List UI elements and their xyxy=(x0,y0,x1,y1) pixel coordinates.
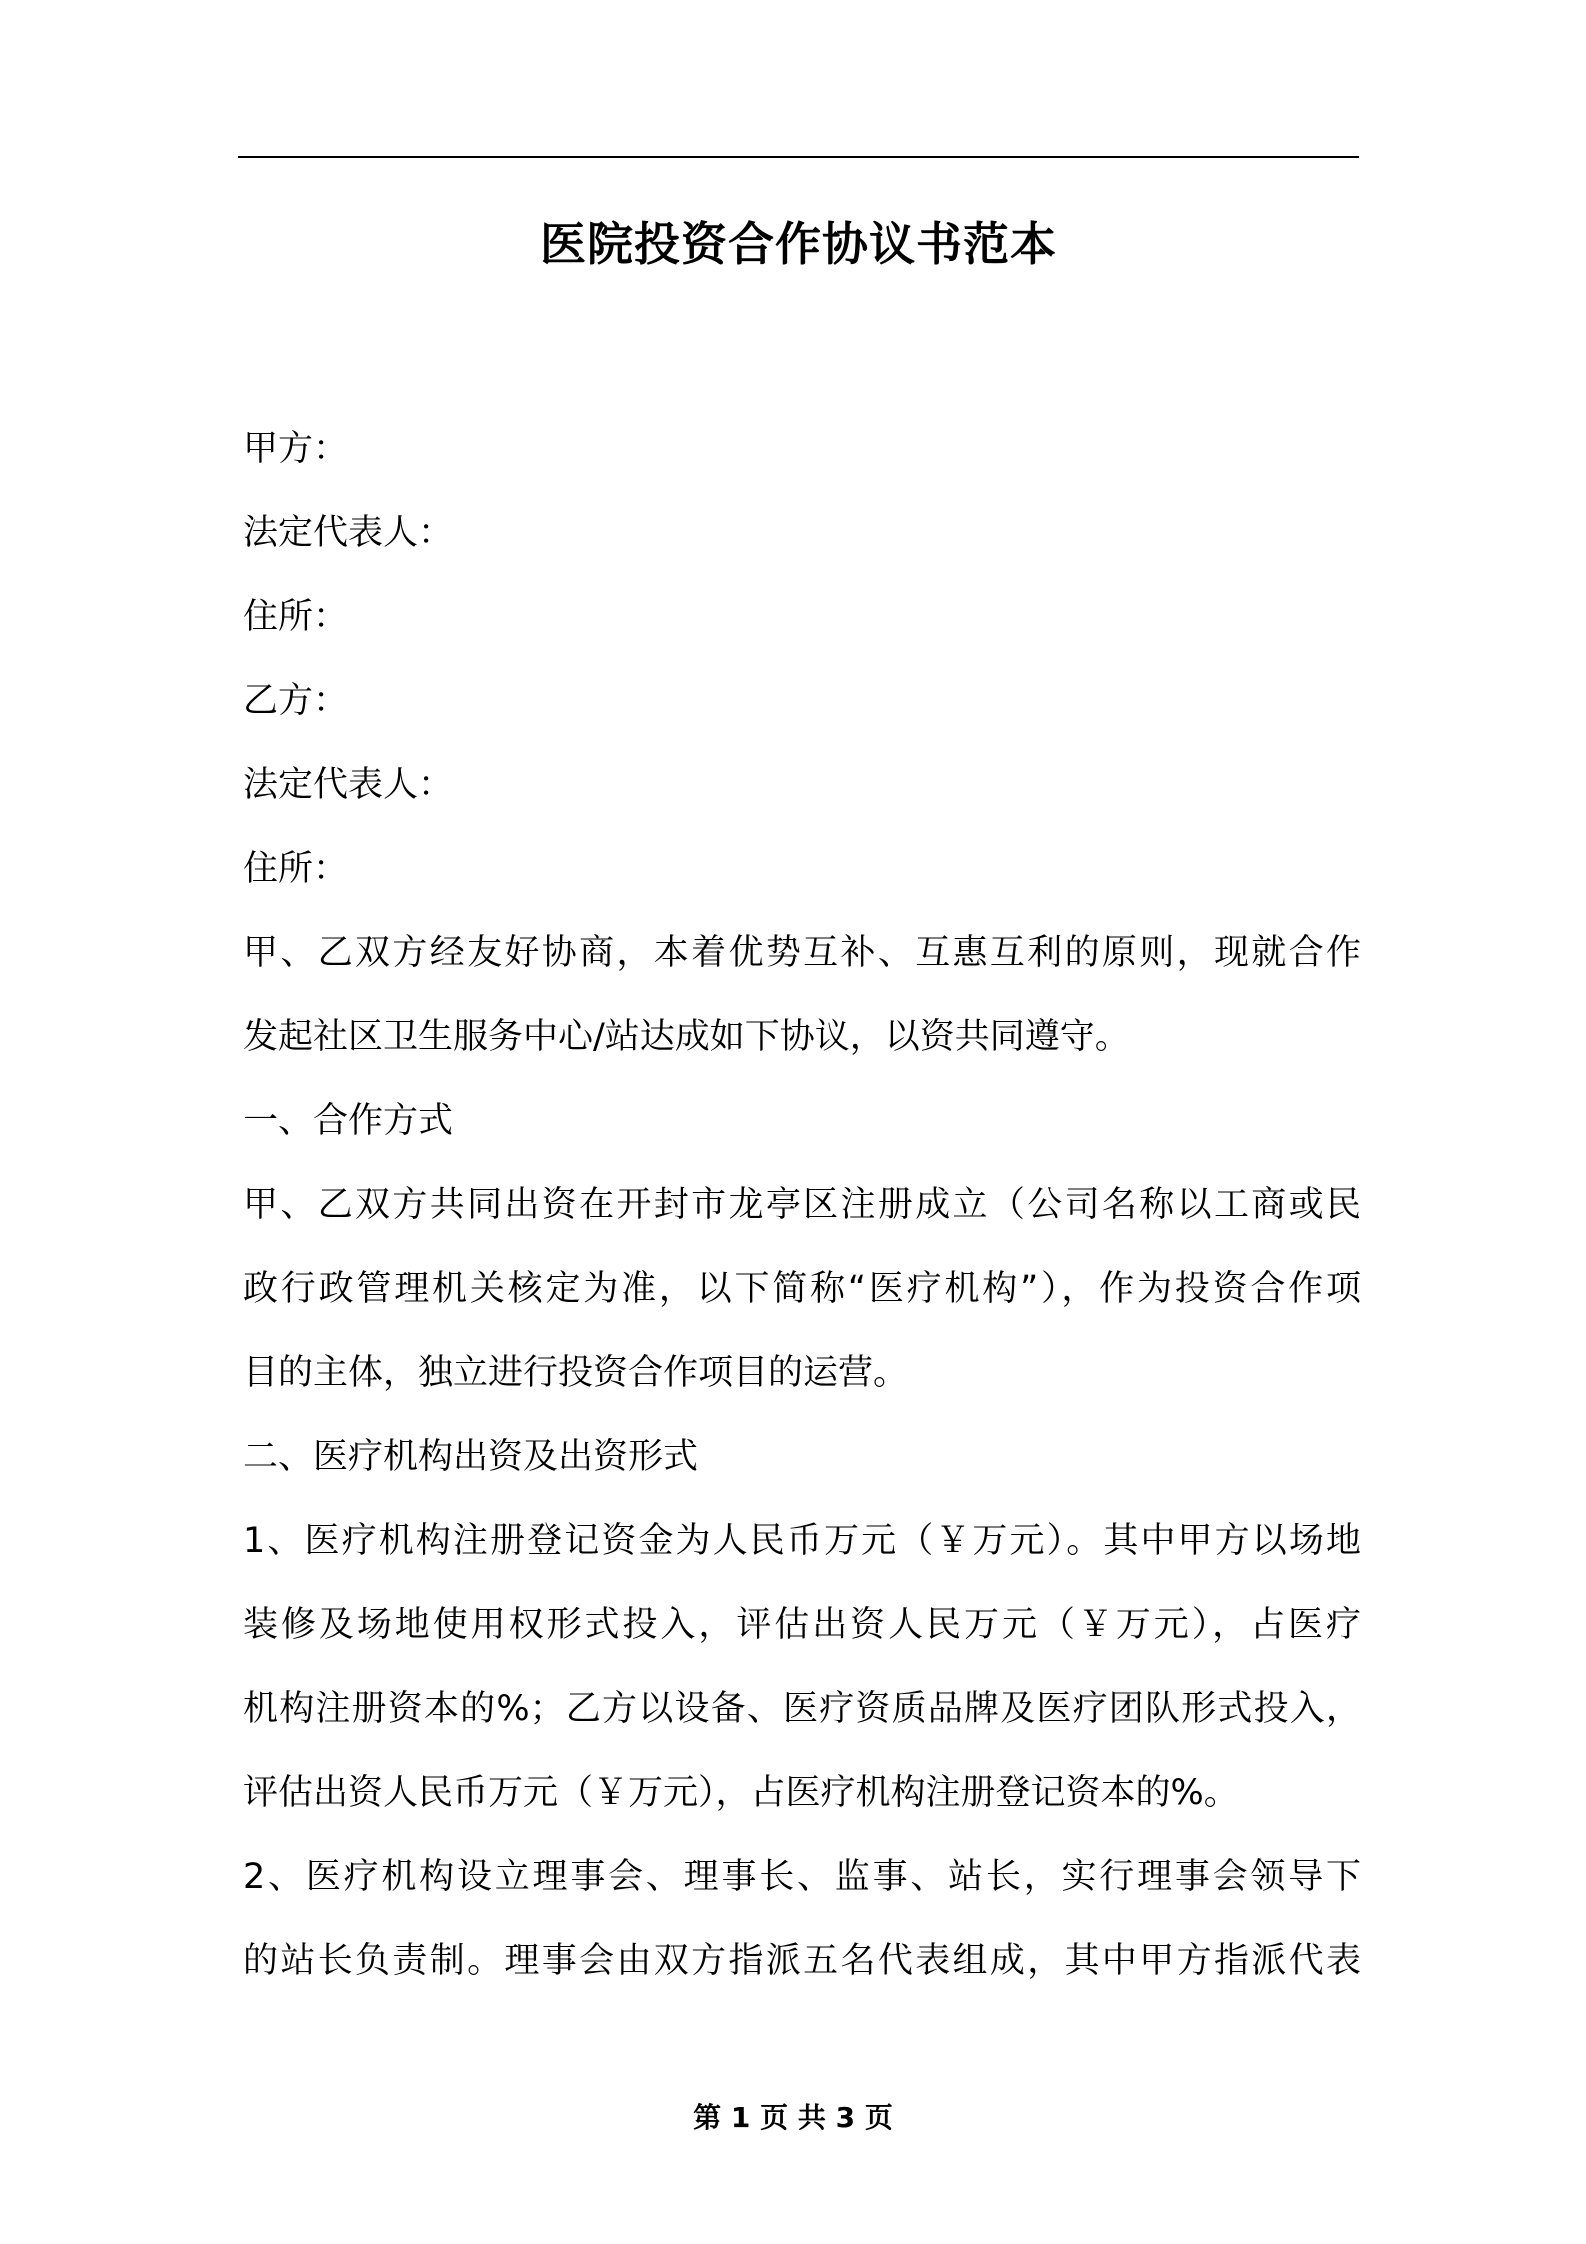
body-line: 法定代表人： xyxy=(243,513,454,553)
body-line: 装修及场地使用权形式投入，评估出资人民万元（￥万元），占医疗 xyxy=(243,1605,1361,1645)
page-footer: 第 1 页 共 3 页 xyxy=(693,2101,893,2134)
document-title: 医院投资合作协议书范本 xyxy=(540,217,1057,271)
header-rule xyxy=(238,156,1359,158)
body-line: 机构注册资本的%；乙方以设备、医疗资质品牌及医疗团队形式投入， xyxy=(243,1689,1361,1729)
body-line: 甲、乙双方经友好协商，本着优势互补、互惠互利的原则，现就合作 xyxy=(243,933,1361,973)
body-line: 目的主体，独立进行投资合作项目的运营。 xyxy=(243,1353,909,1393)
body-line: 住所： xyxy=(243,849,349,889)
body-line: 1、医疗机构注册登记资金为人民币万元（￥万元）。其中甲方以场地 xyxy=(243,1521,1361,1561)
body-line: 二、医疗机构出资及出资形式 xyxy=(243,1437,699,1477)
body-line: 甲、乙双方共同出资在开封市龙亭区注册成立（公司名称以工商或民 xyxy=(243,1185,1361,1225)
body-line: 评估出资人民币万元（￥万元），占医疗机构注册登记资本的%。 xyxy=(243,1773,1239,1813)
document-body xyxy=(243,407,1361,2003)
body-line: 的站长负责制。理事会由双方指派五名代表组成，其中甲方指派代表 xyxy=(243,1941,1361,1981)
body-line: 发起社区卫生服务中心/站达成如下协议，以资共同遵守。 xyxy=(243,1017,1130,1057)
body-line: 住所： xyxy=(243,597,349,637)
body-line: 甲方： xyxy=(243,429,349,469)
body-line: 政行政管理机关核定为准，以下简称“医疗机构”），作为投资合作项 xyxy=(243,1269,1361,1309)
body-line: 法定代表人： xyxy=(243,765,454,805)
body-line: 2、医疗机构设立理事会、理事长、监事、站长，实行理事会领导下 xyxy=(243,1857,1361,1897)
body-line: 一、合作方式 xyxy=(243,1101,454,1141)
body-line: 乙方： xyxy=(243,681,349,721)
